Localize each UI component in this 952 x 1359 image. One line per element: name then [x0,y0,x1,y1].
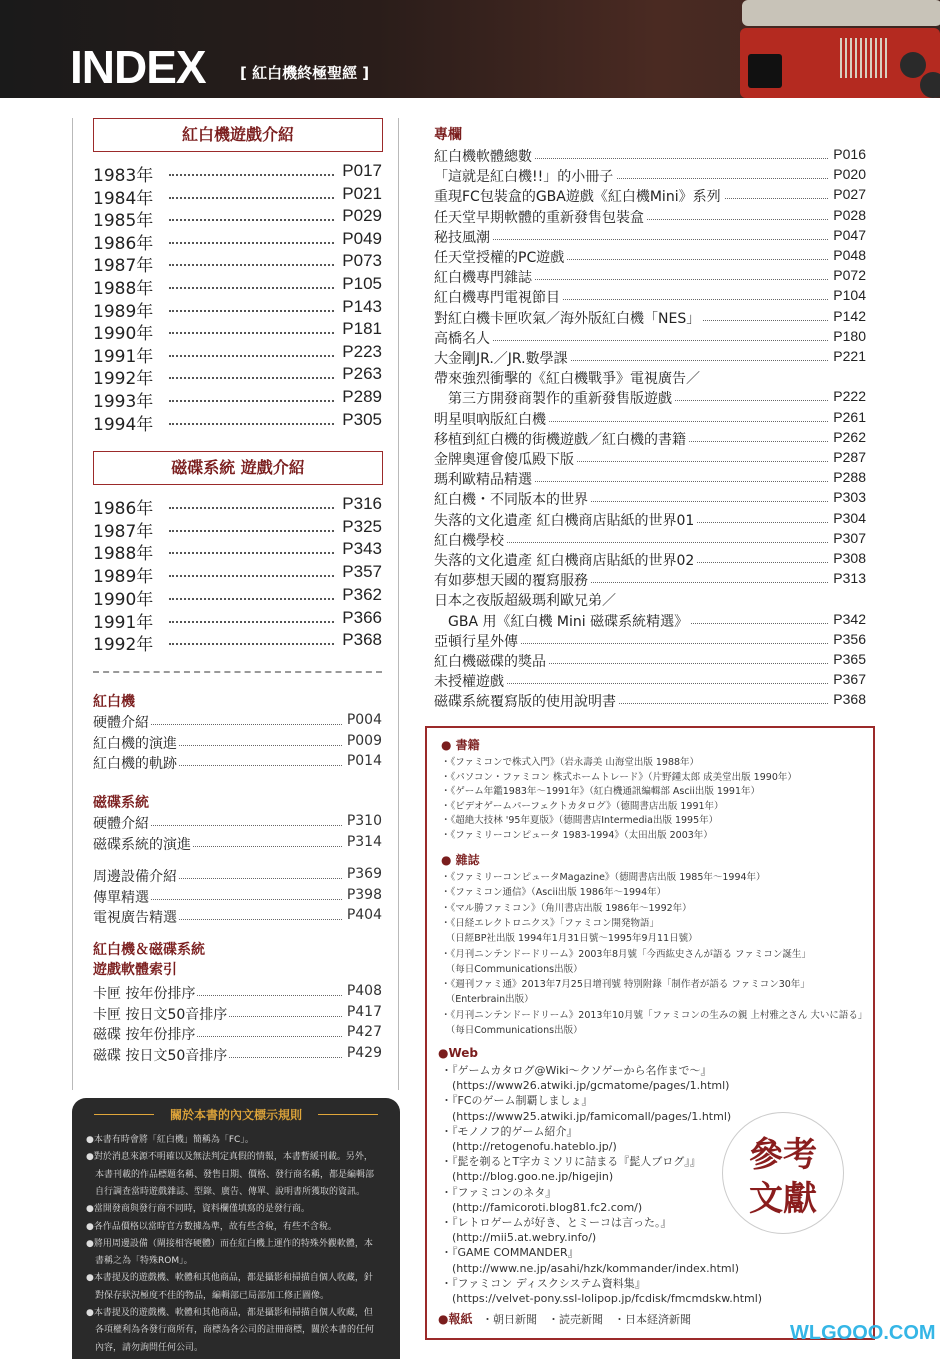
column-row [434,651,866,671]
column-row [434,186,866,206]
note-line: ●本書提及的遊戲機、軟體和其他商品，都是攝影和掃描自個人收藏，但 [86,1308,373,1318]
reference-line: ・《日経エレクトロニクス》「ファミコン開発物語」 [441,917,660,929]
column-row [434,267,866,287]
dot-leader [169,209,334,221]
column-title: 紅白機軟體總數 [434,146,535,166]
reference-line: ・《超絶大技林 '95年夏版》（德間書店Intermedia出版 1995年） [441,815,719,827]
column-title: 對紅白機卡匣吹氣／海外版紅白機「NES」 [434,308,703,328]
dot-leader [169,367,334,379]
dot-leader [169,588,334,600]
year-row [93,516,382,542]
page-number: P367 [833,671,866,688]
column-title: 磁碟系統覆寫版的使用說明書 [434,691,619,711]
column-heading: 專欄 [434,127,462,143]
dot-leader [169,611,334,623]
year-label: 1990年 [93,589,154,610]
column-row [434,409,866,429]
dot-leader [169,300,334,312]
reference-line: ・《ファミリーコンピュータMagazine》（德間書店出版 1985年～1994年） [441,872,766,883]
divider [72,118,73,1090]
page-number: P427 [346,1024,382,1040]
dot-leader [169,565,334,577]
column-row [434,691,866,711]
reference-line: ・『GAME COMMANDER』 [441,1246,579,1260]
section-heading-index: 紅白機＆磁碟系統 [93,942,205,958]
watermark-logo: WLGOOO.COM [790,1322,936,1344]
newspapers-heading: ●報紙 [438,1312,473,1326]
page-number: P072 [833,267,866,284]
index-title: 磁碟系統的演進 [93,834,193,854]
year-label: 1992年 [93,369,154,390]
note-line: 書稱之為「特殊ROM」。 [86,1256,193,1267]
page-number: P404 [346,907,382,923]
column-title: 移植到紅白機的街機遊戲／紅白機的書籍 [434,429,689,449]
page-number: P048 [833,247,866,263]
year-label: 1993年 [93,392,154,412]
index-row [93,887,382,907]
stamp-line-1: 參考 [749,1135,817,1175]
note-line: ●將用周邊設備（閘接相容硬體）而在紅白機上運作的特殊外觀軟體，本 [86,1238,373,1249]
column-row [434,611,866,631]
index-title: 卡匣 按年份排序 [93,983,197,1003]
index-row [93,753,382,773]
page-number: P342 [833,610,866,627]
note-line: ●各作品價格以當時官方數據為準，故有些含稅，有些不含稅。 [86,1221,337,1232]
dot-leader [169,390,334,402]
column-title: 日本之夜版超級瑪利歐兄弟／ [434,593,616,610]
page-number: P105 [342,274,382,293]
year-row [93,494,382,519]
reference-line: (http://retogenofu.hateblo.jp/) [441,1140,617,1153]
section-box-disk-games: 磁碟系統 遊戲介紹 [93,451,383,485]
note-line: 對保存狀況極度不佳的物品，編輯部已局部加工修正圖像。 [86,1290,330,1301]
dot-leader [169,520,334,532]
column-title: 金牌奧運會傻瓜殿下版 [434,449,577,469]
note-line: 內容，請勿詢問任何公司。 [86,1342,204,1353]
reference-line: ・《ファミコン通信》（Ascii出版 1986年～1994年） [441,887,667,899]
page-number: P325 [342,516,382,536]
index-row [93,983,382,1003]
column-title: 秘技風潮 [434,227,493,247]
page-number: P362 [342,584,382,604]
year-row [93,206,382,232]
reference-line: (https://www26.atwiki.jp/gcmatome/pages/1.html) [441,1079,730,1093]
index-row [93,1004,382,1024]
column-title: 第三方開發商製作的重新發售版遊戲 [434,388,675,408]
year-row [93,630,382,656]
section-box-fc-games: 紅白機遊戲介紹 [93,118,383,152]
reference-line: （日經BP社出版 1994年1月31日號～1995年9月11日號） [441,933,698,945]
page-number: P356 [833,630,866,647]
column-row [434,530,866,550]
index-title: 電視廣告精選 [93,907,179,927]
year-row [93,161,382,186]
year-row [93,607,382,633]
column-title: 未授權遊戲 [434,671,507,691]
index-title: 卡匣 按日文50音排序 [93,1004,229,1024]
page-number: P261 [833,408,866,425]
column-title: 紅白機・不同版本的世界 [434,489,591,509]
index-title: 磁碟 按年份排序 [93,1024,197,1044]
dot-leader [169,254,334,266]
notes-title: 關於本書的內文標示規則 [169,1108,302,1122]
reference-line: (https://velvet-pony.ssl-lolipop.jp/fcdisk/fmcmdskw.html) [441,1292,763,1305]
page-number: P221 [833,348,866,364]
page-number: P223 [342,341,382,361]
index-row [93,834,382,854]
year-row [93,319,382,345]
reference-line: （每日Communications出版） [441,963,583,975]
page-number: P368 [342,630,382,650]
page-number: P310 [346,813,382,829]
column-title: 紅白機專門電視節目 [434,287,563,307]
column-row [434,308,866,328]
page-number: P017 [342,161,382,180]
page-number: P289 [342,387,382,406]
section-heading-fc: 紅白機 [93,694,135,710]
page-number: P047 [833,226,866,243]
dot-leader [169,633,334,645]
reference-line: ・『ゲームカタログ@Wiki～クソゲーから名作まで～』 [441,1064,712,1077]
year-row [93,584,382,610]
section-heading-disk: 磁碟系統 [93,795,149,811]
reference-line: ・『レトロゲームが好き、とミーコは言った。』 [441,1216,672,1229]
page-number: P288 [833,469,866,486]
column-row [434,590,866,610]
note-line: ●本書提及的遊戲機、軟體和其他商品，都是攝影和掃描自個人收藏，針 [86,1273,373,1284]
reference-line: ・《月刊ニンテンドードリーム》2013年10月號「ファミコンの生みの親 上村雅之さん 大いに語る」 [441,1009,868,1021]
reference-line: (http://famicoroti.blog81.fc2.com/) [441,1200,643,1214]
column-title: 紅白機學校 [434,530,507,550]
year-row [93,387,382,412]
column-row [434,631,866,651]
reference-line: ・《月刊ニンテンドードリーム》2003年8月號「今西紘史さんが語る ファミコン誕生」 [441,948,811,960]
column-title: 明星唄吶版紅白機 [434,409,549,429]
page-number: P016 [833,146,866,162]
reference-line: ・『ファミコンのネタ』 [441,1185,557,1199]
column-title: 有如夢想天國的覆寫服務 [434,570,591,590]
reference-line: ・《ビデオゲームパーフェクトカタログ》（德間書店出版 1991年） [441,800,724,812]
index-row [93,866,382,886]
index-row [93,733,382,753]
year-row [93,296,382,322]
page-number: P408 [346,983,382,999]
references-stamp [722,1112,844,1234]
index-title: 硬體介紹 [93,813,151,833]
page-number: P020 [833,166,866,183]
page-number: P343 [342,539,382,559]
page-number: P180 [833,327,866,344]
year-row [93,228,382,254]
column-row [434,570,866,590]
year-label: 1991年 [93,346,154,367]
column-row [434,227,866,247]
column-row [434,550,866,570]
newspapers-list: ・朝日新聞 ・読売新聞 ・日本経済新聞 [482,1313,691,1326]
year-label: 1990年 [93,324,154,345]
reference-line: （每日Communications出版） [441,1025,583,1036]
page-number: P307 [833,529,866,546]
index-title: 紅白機的軌跡 [93,753,179,773]
page-number: P181 [342,319,382,339]
page-number: P222 [833,388,866,405]
column-row [434,328,866,348]
page-number: P262 [833,428,866,445]
year-row [93,364,382,390]
reference-line: ・『モノノフ的ゲーム紹介』 [441,1124,578,1138]
note-line: 本書刊載的作品標題名稱、發售日期、價格、發行商名稱，都是編輯部 [86,1169,375,1180]
column-row [434,429,866,449]
controller-image [742,0,940,26]
year-row [93,341,382,367]
column-title: 紅白機專門雜誌 [434,267,535,287]
page-number: P049 [342,228,382,248]
index-title: 硬體介紹 [93,712,151,732]
year-row [93,539,382,565]
reference-line: (https://www25.atwiki.jp/famicomall/pages/1.html) [441,1109,732,1123]
year-label: 1986年 [93,233,154,254]
index-row [93,1024,382,1044]
column-row [434,287,866,307]
page-number: P014 [346,753,382,769]
index-title: 周邊設備介紹 [93,866,179,886]
page-number: P369 [346,866,382,882]
page-number: P417 [346,1003,382,1020]
year-label: 1983年 [93,166,154,186]
year-label: 1994年 [93,414,154,435]
page-subtitle: [ 紅白機終極聖經 ] [240,64,370,82]
reference-line: (http://www.ne.jp/asahi/hzk/kommander/index.html) [441,1261,739,1275]
dot-leader [434,239,828,240]
index-title: 磁碟 按日文50音排序 [93,1045,229,1065]
year-label: 1985年 [93,211,154,232]
column-row [434,368,866,388]
column-title: 高橋名人 [434,328,493,348]
reference-line: ・『FCのゲーム制覇しましょ』 [441,1094,593,1108]
column-row [434,348,866,368]
column-row [434,510,866,530]
column-row [434,449,866,469]
dot-leader [169,232,334,244]
page-number: P305 [342,409,382,429]
page-number: P021 [342,183,382,203]
page-number: P368 [833,691,866,708]
page-number: P028 [833,206,866,223]
index-row [93,907,382,927]
year-row [93,409,382,435]
note-line: ●當開發商與發行商不同時，資料欄僅填寫的是發行商。 [86,1204,310,1215]
page-number: P304 [833,509,866,526]
page-number: P004 [346,712,382,728]
note-line: ●對於消息來源不明確以及無法判定真假的情報，本書暫緩刊載。另外， [86,1152,373,1163]
page-number: P263 [342,364,382,384]
column-title: 任天堂授權的PC遊戲 [434,247,567,267]
year-row [93,274,382,299]
dot-leader [169,345,334,357]
magazines-heading: ● 雜誌 [441,853,480,867]
year-label: 1988年 [93,544,154,565]
dot-leader [169,277,334,289]
column-title: 失落的文化遺產 紅白機商店貼紙的世界02 [434,550,697,570]
web-heading: ●Web [438,1046,479,1060]
column-title: 重現FC包裝盒的GBA遊戲《紅白機Mini》系列 [434,186,724,206]
controller-image-2 [740,28,940,98]
year-label: 1991年 [93,612,154,633]
page-number: P398 [346,886,382,903]
column-row [434,146,866,166]
year-row [93,183,382,209]
column-row [434,207,866,227]
page-number: P313 [833,570,866,587]
column-title: 亞頓行星外傳 [434,631,521,651]
page-number: P287 [833,449,866,465]
column-title: 帶來強烈衝擊的《紅白機戰爭》電視廣告／ [434,371,700,388]
year-label: 1987年 [93,256,154,277]
page-number: P104 [833,287,866,304]
page-number: P308 [833,550,866,566]
header-banner [0,0,940,98]
note-line: ●本書有時會將「紅白機」簡稱為「FC」。 [86,1135,254,1145]
reference-line: ・《週刊ファミ通》2013年7月25日增刊號 特別附錄「制作者が語る ファミコン30年」 [441,979,810,991]
index-title: 紅白機的演進 [93,733,179,753]
section-heading-index-2: 遊戲軟體索引 [93,962,177,978]
dot-leader [169,187,334,199]
reference-line: ・《ゲーム年鑑1983年～1991年》（紅白機通訊編輯部 Ascii出版 1991年） [441,786,761,798]
column-title: GBA 用《紅白機 Mini 磁碟系統精選》 [434,611,691,631]
dot-leader [169,413,334,425]
page-number: P142 [833,307,866,324]
reference-line: ・『ファミコン ディスクシステム資料集』 [441,1276,646,1290]
reference-line: (http://mii5.at.webry.info/) [441,1231,597,1245]
page-number: P303 [833,489,866,506]
column-row [434,489,866,509]
year-row [93,251,382,277]
column-title: 紅白機磁碟的獎品 [434,651,549,671]
year-label: 1986年 [93,499,154,519]
year-label: 1984年 [93,188,154,209]
stamp-line-2: 文獻 [749,1179,817,1219]
dot-leader [169,164,334,176]
page-number: P366 [342,607,382,627]
reference-line: ・《マル勝ファミコン》（角川書店出版 1986年～1992年） [441,902,692,914]
reference-line: ・『髭を剃るとT字カミソリに詰まる『髭人ブログ』』 [441,1155,701,1169]
books-heading: ● 書籍 [441,738,480,752]
page-number: P029 [342,206,382,226]
page-number: P073 [342,251,382,271]
index-row [93,813,382,833]
year-label: 1992年 [93,635,154,656]
column-title: 大金剛JR.／JR.數學課 [434,348,571,368]
dot-leader [169,322,334,334]
reference-line: （Enterbrain出版） [441,994,534,1006]
year-label: 1989年 [93,567,154,588]
dot-leader [169,497,334,509]
page-number: P009 [346,732,382,749]
notes-box [72,1098,400,1359]
page-number: P316 [342,494,382,513]
column-title: 任天堂早期軟體的重新發售包裝盒 [434,207,647,227]
reference-line: ・《ファミコンで株式入門》（岩永壽美 山海堂出版 1988年） [441,757,700,768]
year-label: 1987年 [93,521,154,542]
note-line: 各項權利為各發行商所有，商標為各公司的註冊商標，關於本書的任何 [86,1325,375,1336]
index-title: 傳單精選 [93,887,151,907]
index-row [93,1045,382,1065]
column-row [434,469,866,489]
page-number: P365 [833,651,866,667]
page-number: P357 [342,562,382,582]
year-label: 1989年 [93,301,154,322]
index-row [93,712,382,732]
dot-leader [169,542,334,554]
column-title: 「這就是紅白機!!」的小冊子 [434,166,616,186]
column-row [434,671,866,691]
dot-leader [434,340,828,341]
dashed-divider [93,671,382,673]
page-number: P429 [346,1044,382,1061]
page-number: P143 [342,296,382,316]
column-title: 瑪利歐精品精選 [434,469,535,489]
column-row [434,388,866,408]
column-title: 失落的文化遺產 紅白機商店貼紙的世界01 [434,510,697,530]
year-label: 1988年 [93,279,154,299]
page-title: INDEX [70,41,206,93]
column-row [434,247,866,267]
note-line: 自行調查當時遊戲雜誌、型錄、廣告、傳單、說明書所獲取的資訊。 [86,1186,366,1197]
divider [398,118,399,1090]
column-row [434,166,866,186]
page-number: P314 [346,833,382,850]
page-number: P027 [833,186,866,203]
reference-line: ・《パソコン・ファミコン 株式ホームトレード》（片野鍾太郎 成美堂出版 1990年） [441,771,797,783]
reference-line: (http://blog.goo.ne.jp/higejin) [441,1170,614,1184]
year-row [93,562,382,588]
reference-line: ・《ファミリーコンピュータ 1983-1994》（太田出版 2003年） [441,830,713,841]
